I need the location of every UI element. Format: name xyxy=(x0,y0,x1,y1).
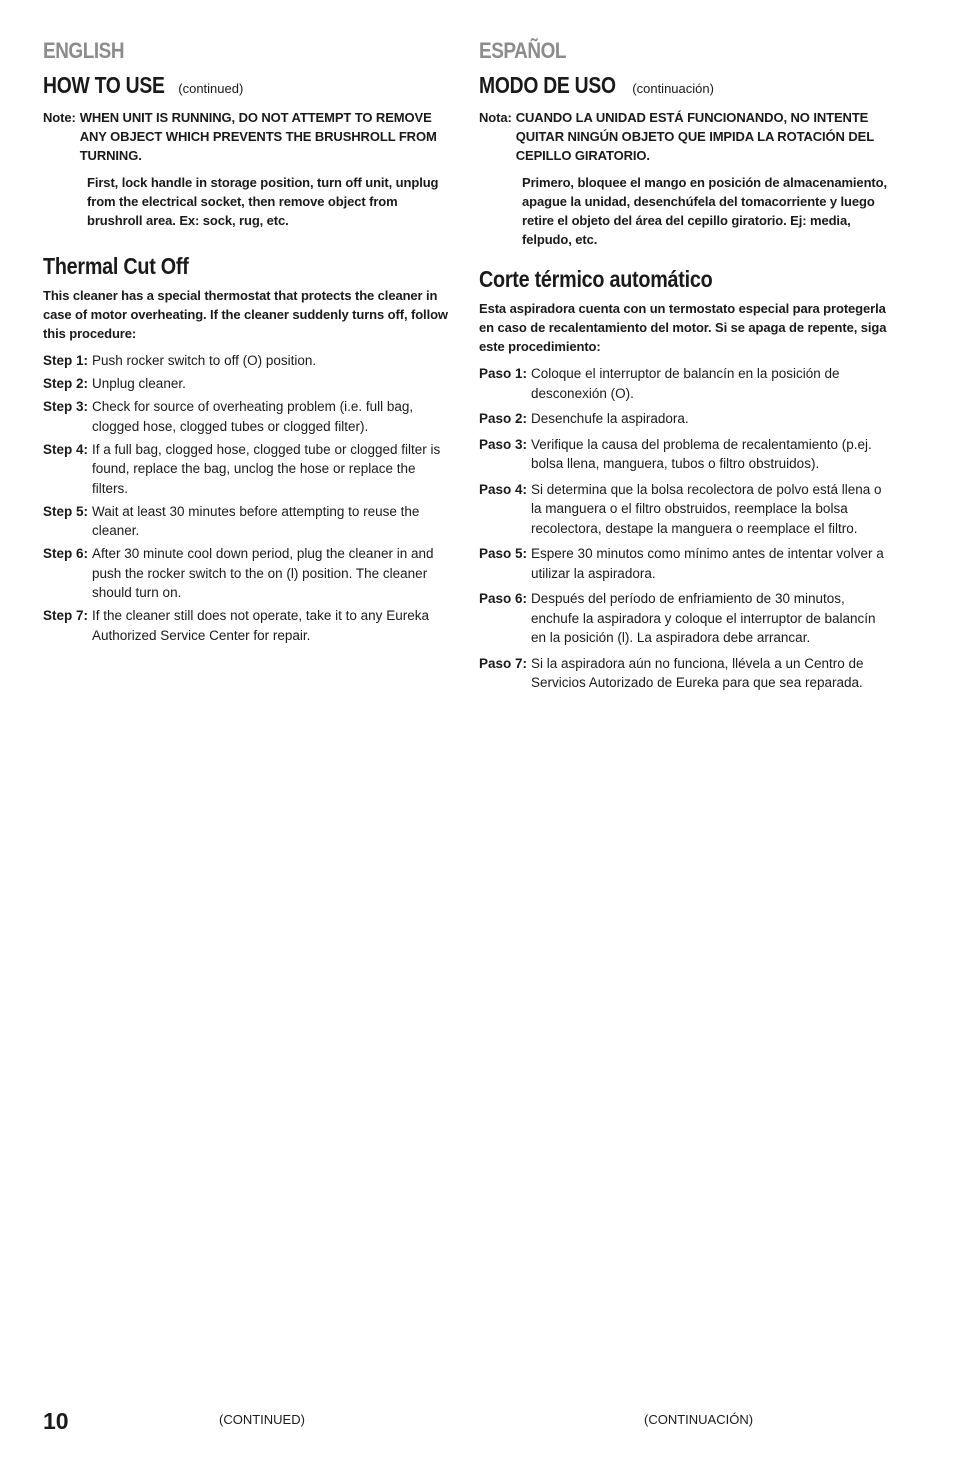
step-item xyxy=(43,544,455,603)
step-text: After 30 minute cool down period, plug the cleaner in and push the rocker switch to the on (l) position. The cleaner should turn on. xyxy=(92,546,434,600)
step-label: Step 1: xyxy=(43,353,89,368)
step-label: Step 2: xyxy=(43,376,89,391)
section-subtitle: (continuación) xyxy=(632,81,714,96)
thermal-cut-off-heading: Thermal Cut Off xyxy=(43,253,189,279)
warning-note xyxy=(43,108,455,165)
step-label: Paso 6: xyxy=(479,591,528,606)
section-title-text: HOW TO USE xyxy=(43,72,165,98)
continued-label-spanish: (CONTINUACIÓN) xyxy=(644,1412,754,1427)
step-text: Desenchufe la aspiradora. xyxy=(531,411,689,426)
step-item xyxy=(43,351,455,371)
step-text: Check for source of overheating problem (i.e. full bag, clogged hose, clogged tubes or clogged filter). xyxy=(92,399,414,434)
step-text: Verifique la causa del problema de recalentamiento (p.ej. bolsa llena, manguera, tubos o filtro obstruidos). xyxy=(531,436,872,471)
step-text: If a full bag, clogged hose, clogged tube or clogged filter is found, replace the bag, unclog the hose or replace the filters. xyxy=(92,441,441,496)
step-text: Espere 30 minutos como mínimo antes de intentar volver a utilizar la aspiradora. xyxy=(531,546,884,581)
page-number: 10 xyxy=(43,1408,69,1434)
section-title-text: MODO DE USO xyxy=(479,72,616,98)
note-label: Note: xyxy=(43,110,76,125)
step-label: Paso 3: xyxy=(479,436,528,452)
step-item xyxy=(43,440,455,499)
language-label-spanish: ESPAÑOL xyxy=(479,38,567,63)
english-column xyxy=(43,36,455,649)
page-footer xyxy=(0,1404,954,1444)
note-instructions: Primero, bloquee el mango en posición de almacenamiento, apague la unidad, desenchúfela del tomacorriente y luego retire el objeto del área del cepillo giratorio. Ej: media, felpudo, etc. xyxy=(522,175,887,247)
note-text: CUANDO LA UNIDAD ESTÁ FUNCIONANDO, NO INTENTE QUITAR NINGÚN OBJETO QUE IMPIDA LA ROTACIÓN DEL CEPILLO GIRATORIO. xyxy=(515,110,874,163)
step-label: Paso 7: xyxy=(479,655,528,671)
section-title-how-to-use xyxy=(43,72,455,102)
step-label: Step 7: xyxy=(43,608,89,623)
step-label: Step 6: xyxy=(43,546,89,561)
step-text: Wait at least 30 minutes before attempting to reuse the cleaner. xyxy=(92,503,420,538)
step-item xyxy=(479,435,891,474)
thermal-intro: Esta aspiradora cuenta con un termostato especial para protegerla en caso de recalentamiento del motor. Si se apaga de repente, siga este procedimiento: xyxy=(479,301,887,354)
steps-list xyxy=(43,351,455,645)
continued-label-english: (CONTINUED) xyxy=(219,1412,305,1427)
step-item xyxy=(479,589,891,648)
thermal-intro: This cleaner has a special thermostat that protects the cleaner in case of motor overheating. If the cleaner suddenly turns off, follow this procedure: xyxy=(43,288,448,341)
step-text: Unplug cleaner. xyxy=(92,376,186,391)
step-item xyxy=(43,502,455,541)
warning-note xyxy=(479,108,891,165)
step-item xyxy=(479,544,891,583)
step-item xyxy=(479,409,891,429)
step-label: Paso 2: xyxy=(479,411,528,426)
language-label-english: ENGLISH xyxy=(43,38,125,63)
step-item xyxy=(479,480,891,539)
step-text: Si la aspiradora aún no funciona, llévela a un Centro de Servicios Autorizado de Eureka para que sea reparada. xyxy=(531,655,864,690)
step-text: Push rocker switch to off (O) position. xyxy=(92,353,317,368)
step-label: Paso 1: xyxy=(479,366,528,381)
step-item xyxy=(479,364,891,403)
section-subtitle: (continued) xyxy=(178,81,244,96)
step-text: If the cleaner still does not operate, take it to any Eureka Authorized Service Center for repair. xyxy=(92,608,429,643)
step-text: Después del período de enfriamiento de 30 minutos, enchufe la aspiradora y coloque el interruptor de balancín en la posición (l). La aspiradora debe arrancar. xyxy=(531,591,876,645)
note-label: Nota: xyxy=(479,110,512,125)
step-item xyxy=(43,374,455,394)
step-item xyxy=(43,397,455,436)
step-item xyxy=(479,654,891,693)
step-text: Coloque el interruptor de balancín en la posición de desconexión (O). xyxy=(531,366,840,401)
step-label: Step 5: xyxy=(43,503,89,519)
step-label: Step 4: xyxy=(43,441,89,457)
step-label: Step 3: xyxy=(43,399,89,414)
note-instructions: First, lock handle in storage position, turn off unit, unplug from the electrical socket, then remove object from brushroll area. Ex: sock, rug, etc. xyxy=(87,175,439,228)
section-title-modo-de-uso xyxy=(479,72,891,102)
step-label: Paso 5: xyxy=(479,546,528,561)
spanish-column xyxy=(479,36,891,699)
step-item xyxy=(43,606,455,645)
corte-termico-heading: Corte térmico automático xyxy=(479,266,713,292)
steps-list xyxy=(479,364,891,693)
step-text: Si determina que la bolsa recolectora de polvo está llena o la manguera o el filtro obstruidos, reemplace la bolsa recolectora, destape la manguera o reemplace el filtro. xyxy=(531,481,882,536)
step-label: Paso 4: xyxy=(479,481,528,497)
note-text: WHEN UNIT IS RUNNING, DO NOT ATTEMPT TO REMOVE ANY OBJECT WHICH PREVENTS THE BRUSHROLL FROM TURNING. xyxy=(79,110,437,163)
